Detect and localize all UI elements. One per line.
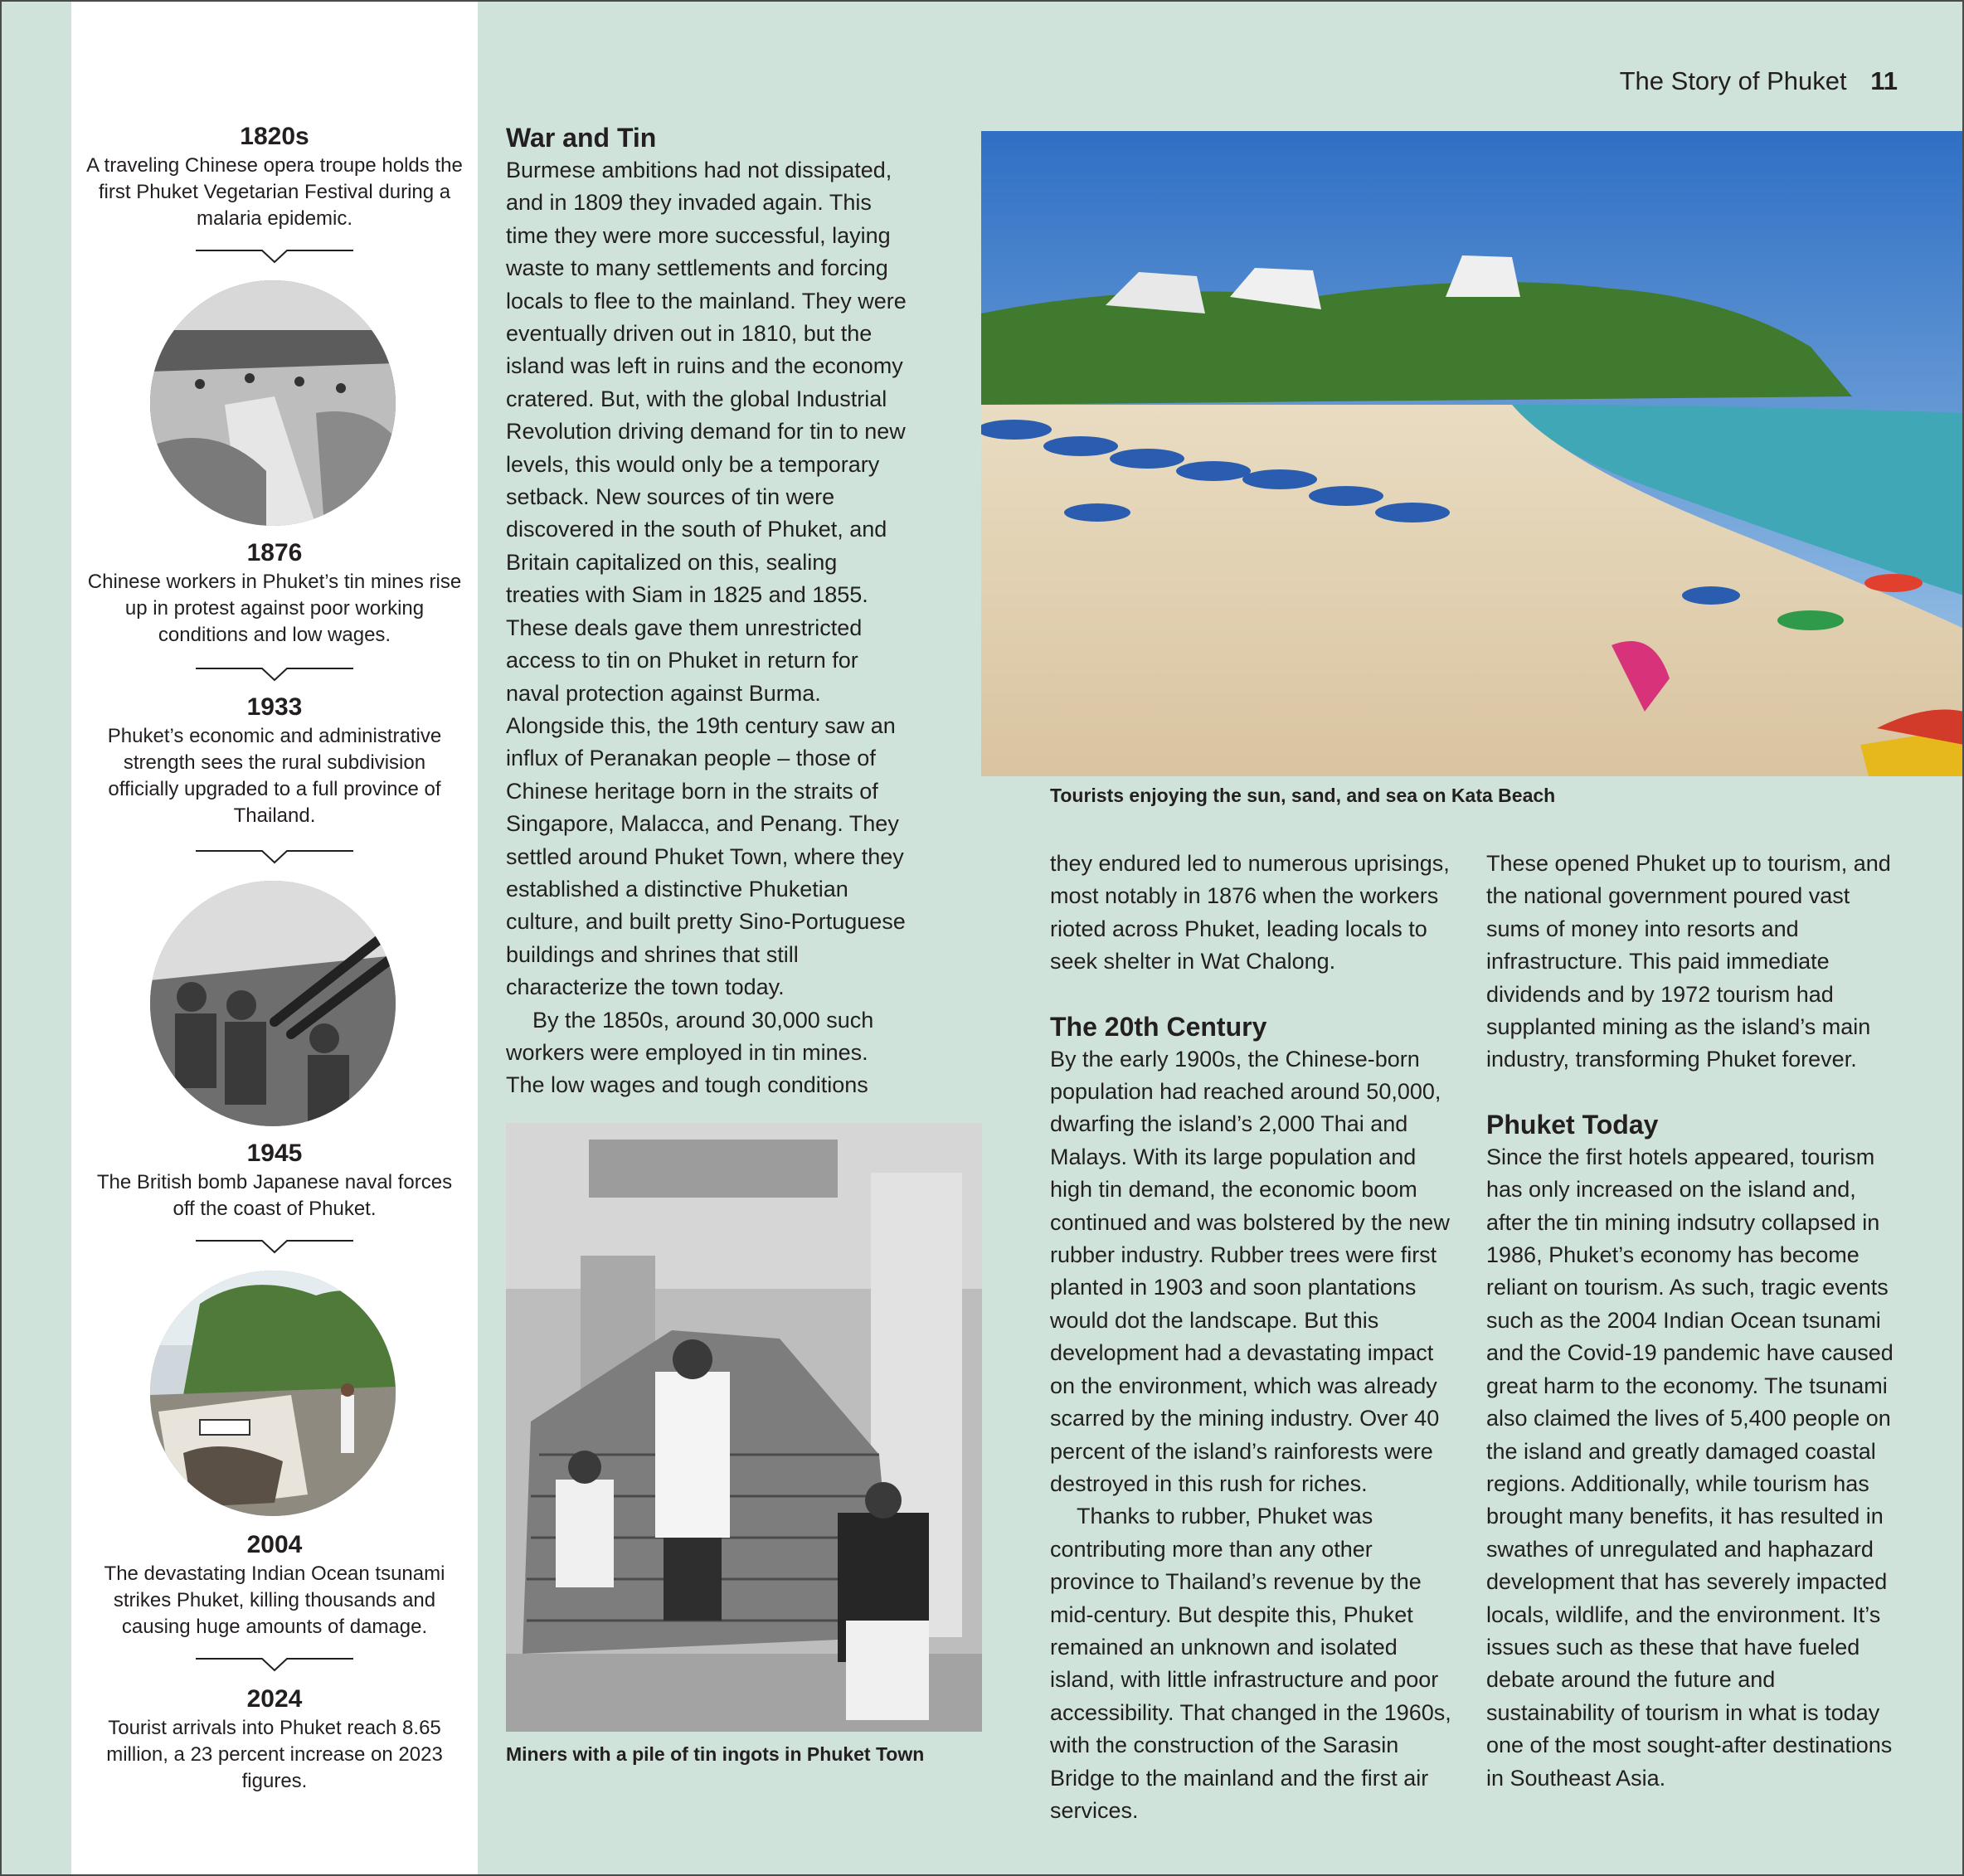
timeline-text: Chinese workers in Phuket’s tin mines rise up in protest against poor working conditions and low wages. <box>87 571 462 646</box>
page-margin <box>0 0 71 1876</box>
timeline-entry-1945 <box>71 1140 478 1222</box>
article-column-1 <box>506 121 912 1102</box>
anti-aircraft-guns-photo <box>150 881 396 1126</box>
timeline-divider-arrow <box>196 244 353 265</box>
section-heading-phuket-today: Phuket Today <box>1486 1109 1659 1140</box>
body-paragraph: Burmese ambitions had not dissipated, and in 1809 they invaded again. This time they were more successful, laying waste to many settlements and forcing locals to flee to the mainland. They were eventually driven out in 1810, but the island was left in ruins and the economy cratered. But, with the global Industrial Revolution driving demand for tin to new levels, this would only be a temporary setback. New sources of tin were discovered in the south of Phuket, and Britain capitalized on this, sealing treaties with Siam in 1825 and 1855. These deals gave them unrestricted access to tin on Phuket in return for naval protection against Burma. Alongside this, the 19th century saw an influx of Peranakan people – those of Chinese heritage born in the straits of Singapore, Malacca, and Penang. They settled around Phuket Town, where they established a distinctive Phuketian culture, and built pretty Sino-Portuguese buildings and shrines that still characterize the town today. <box>506 158 907 1000</box>
running-header <box>1620 66 1898 96</box>
timeline-divider-arrow <box>196 662 353 683</box>
timeline-text: The British bomb Japanese naval forces off the coast of Phuket. <box>96 1171 453 1220</box>
timeline-text: Phuket’s economic and administrative strength sees the rural subdivision officially upgraded to a full province of Thailand. <box>107 725 442 827</box>
timeline-year: 1945 <box>246 1140 303 1167</box>
timeline-entry-1876 <box>71 539 478 649</box>
body-paragraph: Thanks to rubber, Phuket was contributing more than any other province to Thailand’s revenue by the mid-century. But despite this, Phuket remained an unknown and isolated island, with little infrastructure and poor accessibility. That changed in the 1960s, with the construction of the Sarasin Bridge to the mainland and the first air services. <box>1050 1504 1451 1823</box>
timeline-year: 2024 <box>246 1685 303 1713</box>
timeline-year: 1933 <box>246 693 303 721</box>
tin-miners-photo <box>506 1123 982 1732</box>
kata-beach-photo <box>981 131 1964 776</box>
page-number: 11 <box>1870 66 1898 95</box>
timeline-text: A traveling Chinese opera troupe holds the first Phuket Vegetarian Festival during a malaria epidemic. <box>86 154 463 230</box>
section-heading-20th-century: The 20th Century <box>1050 1011 1267 1042</box>
miners-photo-caption: Miners with a pile of tin ingots in Phuket Town <box>506 1743 925 1765</box>
timeline-divider-arrow <box>196 1652 353 1674</box>
chapter-title: The Story of Phuket <box>1619 66 1847 95</box>
timeline-entry-2004 <box>71 1531 478 1640</box>
timeline-year: 1876 <box>246 539 303 566</box>
article-column-2 <box>1050 848 1456 1827</box>
body-paragraph: By the 1850s, around 30,000 such workers were employed in tin mines. The low wages and tough conditions <box>506 1007 874 1098</box>
timeline-divider-arrow <box>196 844 353 866</box>
beach-photo-caption: Tourists enjoying the sun, sand, and sea on Kata Beach <box>1050 785 1556 806</box>
timeline-entry-1820s <box>71 123 478 232</box>
timeline-divider-arrow <box>196 1234 353 1256</box>
timeline-sidebar <box>71 0 478 1876</box>
body-paragraph: they endured led to numerous uprisings, most notably in 1876 when the workers rioted across Phuket, leading locals to seek shelter in Wat Chalong. <box>1050 851 1450 974</box>
tsunami-damage-photo <box>150 1271 396 1516</box>
body-paragraph: By the early 1900s, the Chinese-born population had reached around 50,000, dwarfing the island’s 2,000 Thai and Malays. With its large population and high tin demand, the economic boom continued and was bolstered by the new rubber industry. Rubber trees were first planted in 1903 and soon plantations would dot the landscape. But this development had a devastating impact on the environment, which was already scarred by the mining industry. Over 40 percent of the island’s rainforests were destroyed in this rush for riches. <box>1050 1046 1450 1496</box>
article-column-3 <box>1486 848 1901 1795</box>
body-paragraph: These opened Phuket up to tourism, and the national government poured vast sums of money into resorts and infrastructure. This paid immediate dividends and by 1972 tourism had supplanted mining as the island’s main industry, transforming Phuket forever. <box>1486 851 1891 1072</box>
tin-mine-historic-photo <box>150 280 396 526</box>
timeline-year: 1820s <box>240 123 309 150</box>
timeline-text: The devastating Indian Ocean tsunami strikes Phuket, killing thousands and causing huge amounts of damage. <box>104 1563 445 1638</box>
timeline-year: 2004 <box>246 1531 303 1558</box>
section-heading-war-and-tin: War and Tin <box>506 123 657 153</box>
body-paragraph: Since the first hotels appeared, tourism has only increased on the island and, after the tin mining indsutry collapsed in 1986, Phuket’s economy has become reliant on tourism. As such, tragic events such as the 2004 Indian Ocean tsunami and the Covid-19 pandemic have caused great harm to the economy. The tsunami also claimed the lives of 5,400 people on the island and greatly damaged coastal regions. Additionally, while tourism has brought many benefits, it has resulted in swathes of unregulated and haphazard development that has severely impacted locals, wildlife, and the environment. It’s issues such as these that have fueled debate around the future and sustainability of tourism in what is today one of the most sought-after destinations in Southeast Asia. <box>1486 1144 1894 1791</box>
timeline-text: Tourist arrivals into Phuket reach 8.65 million, a 23 percent increase on 2023 figures. <box>106 1717 443 1792</box>
timeline-entry-1933 <box>71 693 478 829</box>
timeline-entry-2024 <box>71 1685 478 1795</box>
